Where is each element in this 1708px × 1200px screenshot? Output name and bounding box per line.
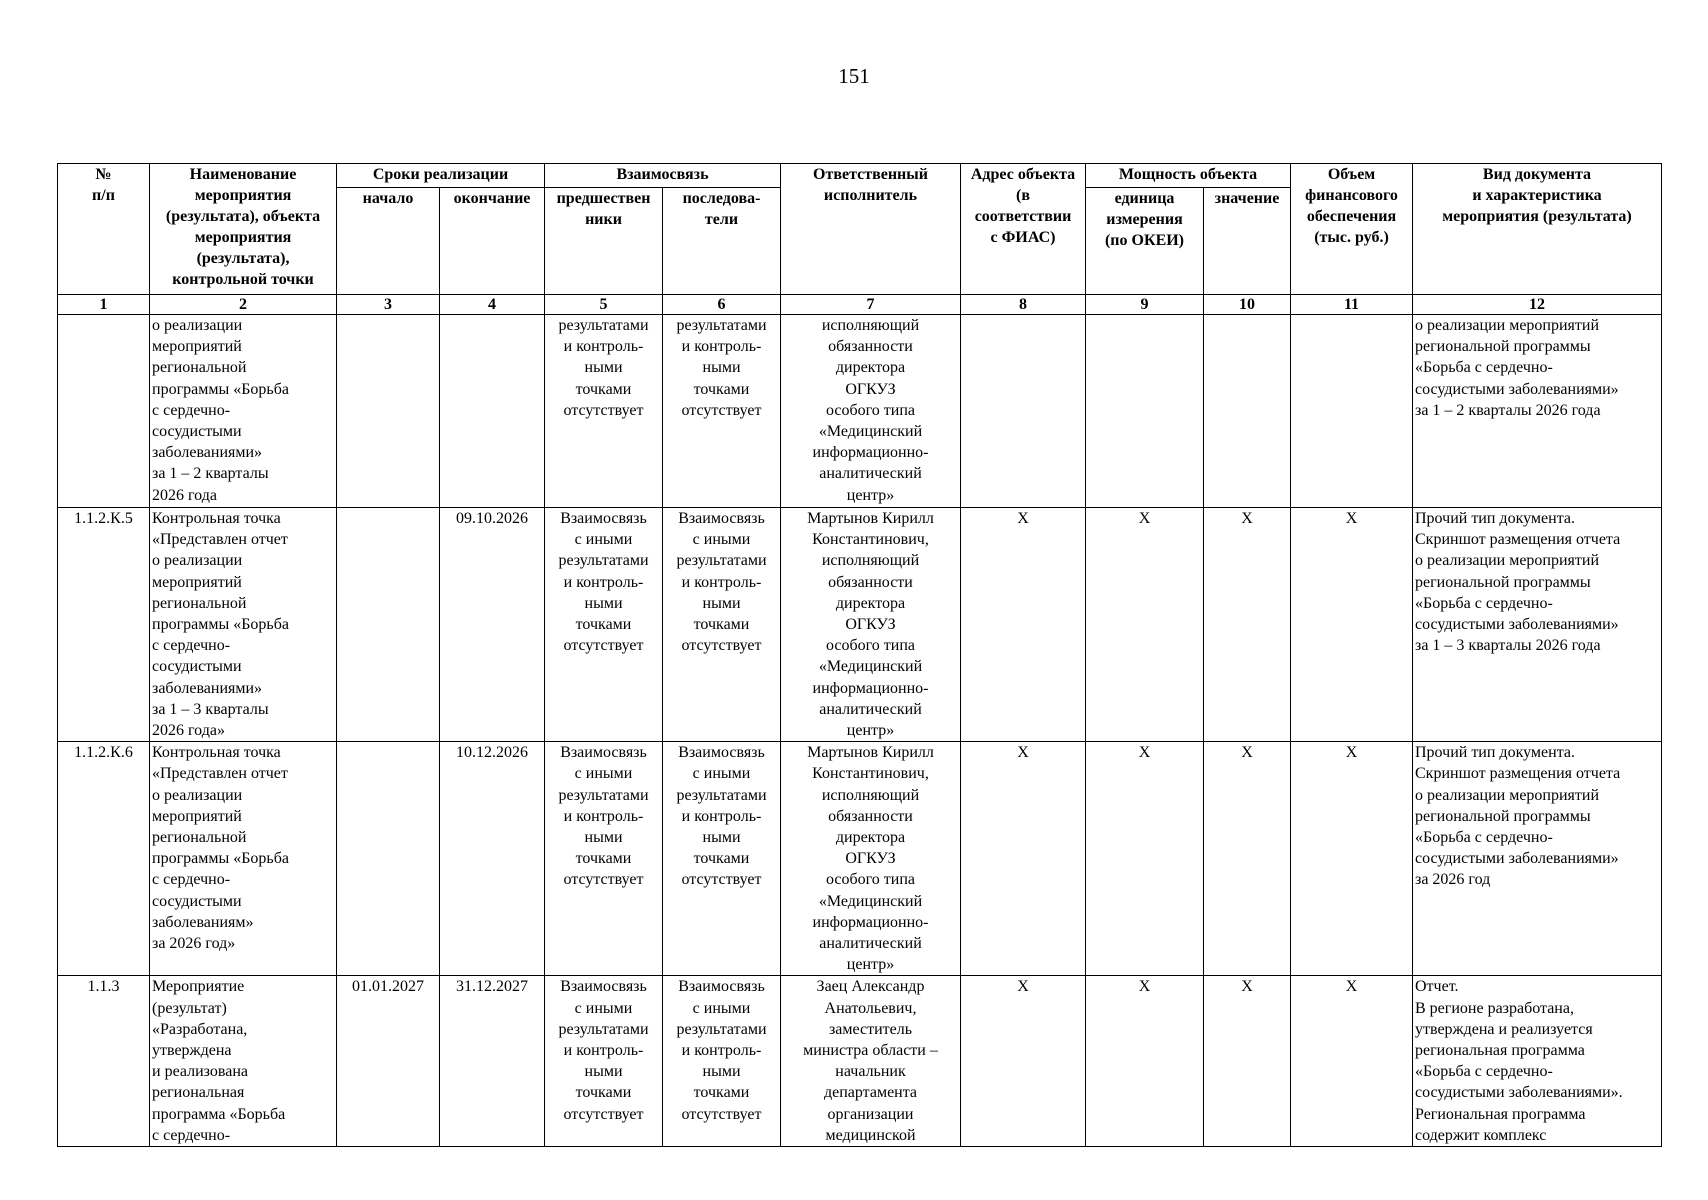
header-address: Адрес объекта (в соответствии с ФИАС) xyxy=(961,164,1086,295)
cell-finance xyxy=(1291,315,1413,508)
cell-doc: о реализации мероприятий региональной программы «Борьба с сердечно- сосудистыми заболеваниями» за 1 – 2 кварталы 2026 года xyxy=(1413,315,1662,508)
cell-end: 31.12.2027 xyxy=(440,976,545,1147)
cell-no: 1.1.3 xyxy=(58,976,150,1147)
header-dates-group: Сроки реализации xyxy=(337,164,545,188)
column-number: 10 xyxy=(1204,295,1291,315)
cell-no xyxy=(58,315,150,508)
header-unit: единица измерения (по ОКЕИ) xyxy=(1086,188,1204,295)
cell-end xyxy=(440,315,545,508)
column-number: 12 xyxy=(1413,295,1662,315)
header-name: Наименование мероприятия (результата), объекта мероприятия (результата), контрольной точки xyxy=(150,164,337,295)
cell-name: Контрольная точка «Представлен отчет о реализации мероприятий региональной программы «Борьба с сердечно- сосудистыми заболеваниям» за 2026 год» xyxy=(150,742,337,976)
cell-successors: Взаимосвязь с иными результатами и контроль- ными точками отсутствует xyxy=(663,976,781,1147)
cell-start xyxy=(337,742,440,976)
header-predecessors: предшествен ники xyxy=(545,188,663,295)
header-capacity-group: Мощность объекта xyxy=(1086,164,1291,188)
cell-end: 09.10.2026 xyxy=(440,508,545,742)
page-number: 151 xyxy=(838,64,870,88)
cell-value: X xyxy=(1204,742,1291,976)
cell-unit xyxy=(1086,315,1204,508)
cell-start xyxy=(337,508,440,742)
header-no: № п/п xyxy=(58,164,150,295)
cell-predecessors: Взаимосвязь с иными результатами и контроль- ными точками отсутствует xyxy=(545,976,663,1147)
header-value: значение xyxy=(1204,188,1291,295)
plan-table xyxy=(57,163,1662,1147)
cell-unit: X xyxy=(1086,508,1204,742)
cell-end: 10.12.2026 xyxy=(440,742,545,976)
cell-value: X xyxy=(1204,508,1291,742)
header-finance: Объем финансового обеспечения (тыс. руб.) xyxy=(1291,164,1413,295)
cell-predecessors: результатами и контроль- ными точками отсутствует xyxy=(545,315,663,508)
cell-predecessors: Взаимосвязь с иными результатами и контроль- ными точками отсутствует xyxy=(545,508,663,742)
table-row xyxy=(58,742,1662,976)
column-number: 9 xyxy=(1086,295,1204,315)
cell-address xyxy=(961,315,1086,508)
table-row xyxy=(58,315,1662,508)
cell-name: Контрольная точка «Представлен отчет о реализации мероприятий региональной программы «Борьба с сердечно- сосудистыми заболеваниями» за 1 – 3 кварталы 2026 года» xyxy=(150,508,337,742)
cell-responsible: Мартынов Кирилл Константинович, исполняющий обязанности директора ОГКУЗ особого типа «Медицинский информационно- аналитический центр» xyxy=(781,742,961,976)
header-links-group: Взаимосвязь xyxy=(545,164,781,188)
cell-doc: Отчет. В регионе разработана, утверждена и реализуется региональная программа «Борьба с сердечно- сосудистыми заболеваниями». Региональная программа содержит комплекс xyxy=(1413,976,1662,1147)
column-number: 2 xyxy=(150,295,337,315)
header-start: начало xyxy=(337,188,440,295)
cell-no: 1.1.2.К.6 xyxy=(58,742,150,976)
cell-unit: X xyxy=(1086,742,1204,976)
cell-finance: X xyxy=(1291,508,1413,742)
cell-address: X xyxy=(961,742,1086,976)
cell-responsible: исполняющий обязанности директора ОГКУЗ особого типа «Медицинский информационно- аналитический центр» xyxy=(781,315,961,508)
cell-finance: X xyxy=(1291,742,1413,976)
cell-name: Мероприятие (результат) «Разработана, утверждена и реализована региональная программа «Борьба с сердечно- xyxy=(150,976,337,1147)
column-number: 7 xyxy=(781,295,961,315)
header-responsible: Ответственный исполнитель xyxy=(781,164,961,295)
cell-doc: Прочий тип документа. Скриншот размещения отчета о реализации мероприятий региональной программы «Борьба с сердечно- сосудистыми заболеваниями» за 1 – 3 кварталы 2026 года xyxy=(1413,508,1662,742)
column-number: 6 xyxy=(663,295,781,315)
column-number: 1 xyxy=(58,295,150,315)
column-numbers-row xyxy=(58,295,1662,315)
header-end: окончание xyxy=(440,188,545,295)
cell-successors: Взаимосвязь с иными результатами и контроль- ными точками отсутствует xyxy=(663,508,781,742)
table-row xyxy=(58,976,1662,1147)
cell-value xyxy=(1204,315,1291,508)
cell-start: 01.01.2027 xyxy=(337,976,440,1147)
header-successors: последова- тели xyxy=(663,188,781,295)
cell-responsible: Мартынов Кирилл Константинович, исполняющий обязанности директора ОГКУЗ особого типа «Медицинский информационно- аналитический центр» xyxy=(781,508,961,742)
cell-value: X xyxy=(1204,976,1291,1147)
cell-address: X xyxy=(961,508,1086,742)
cell-no: 1.1.2.К.5 xyxy=(58,508,150,742)
cell-successors: результатами и контроль- ными точками отсутствует xyxy=(663,315,781,508)
table-row xyxy=(58,508,1662,742)
column-number: 8 xyxy=(961,295,1086,315)
cell-start xyxy=(337,315,440,508)
cell-finance: X xyxy=(1291,976,1413,1147)
cell-name: о реализации мероприятий региональной программы «Борьба с сердечно- сосудистыми заболеваниями» за 1 – 2 кварталы 2026 года xyxy=(150,315,337,508)
cell-successors: Взаимосвязь с иными результатами и контроль- ными точками отсутствует xyxy=(663,742,781,976)
cell-predecessors: Взаимосвязь с иными результатами и контроль- ными точками отсутствует xyxy=(545,742,663,976)
cell-unit: X xyxy=(1086,976,1204,1147)
cell-responsible: Заец Александр Анатольевич, заместитель министра области – начальник департамента организации медицинской xyxy=(781,976,961,1147)
header-doc: Вид документа и характеристика мероприятия (результата) xyxy=(1413,164,1662,295)
cell-doc: Прочий тип документа. Скриншот размещения отчета о реализации мероприятий региональной программы «Борьба с сердечно- сосудистыми заболеваниями» за 2026 год xyxy=(1413,742,1662,976)
column-number: 4 xyxy=(440,295,545,315)
column-number: 5 xyxy=(545,295,663,315)
column-number: 11 xyxy=(1291,295,1413,315)
column-number: 3 xyxy=(337,295,440,315)
header-row-1 xyxy=(58,164,1662,188)
cell-address: X xyxy=(961,976,1086,1147)
